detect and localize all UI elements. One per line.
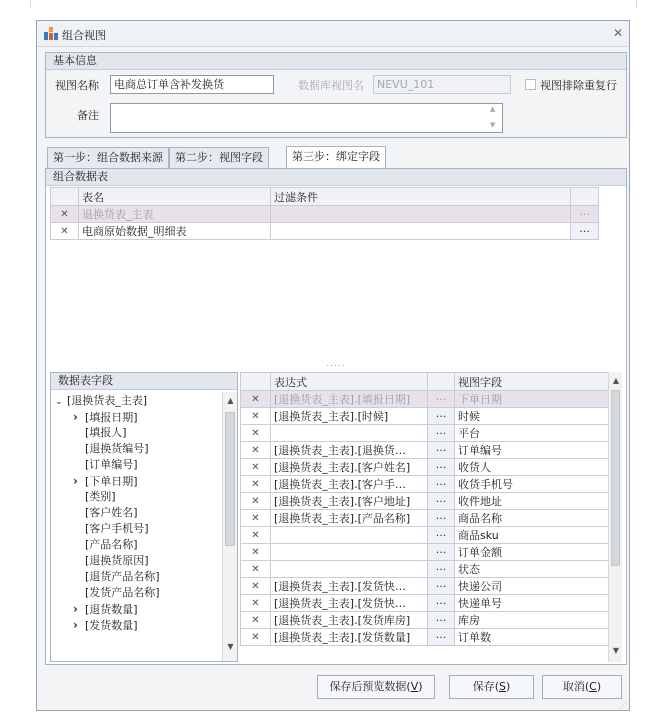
save-label: 保存(	[472, 680, 499, 693]
binding-row[interactable]	[241, 442, 609, 459]
tree-item[interactable]	[73, 601, 138, 617]
expression-cell[interactable]: [退换货表_主表].[客户姓名]	[271, 459, 428, 476]
binding-row[interactable]	[241, 459, 609, 476]
view-field-cell[interactable]: 商品名称	[455, 510, 609, 527]
expression-cell[interactable]: [退换货表_主表].[发货快…	[271, 595, 428, 612]
tree-item[interactable]	[73, 489, 116, 505]
expression-cell[interactable]	[271, 561, 428, 578]
chevron-right-icon[interactable]: ›	[73, 474, 78, 488]
scroll-down-icon[interactable]: ▼	[612, 646, 620, 655]
tree-item-label: [退换货编号]	[85, 442, 149, 455]
view-field-cell[interactable]: 状态	[455, 561, 609, 578]
tab-step3[interactable]: 第三步：绑定字段	[286, 146, 386, 168]
save-key: S	[499, 680, 506, 693]
expression-edit-button[interactable]: ···	[428, 527, 455, 544]
chevron-right-icon[interactable]: ›	[73, 618, 78, 632]
close-icon[interactable]: ✕	[612, 26, 624, 40]
remove-icon[interactable]: ✕	[241, 578, 271, 595]
expression-edit-button[interactable]: ···	[428, 459, 455, 476]
grid-header-blank	[599, 188, 623, 206]
expression-edit-button[interactable]: ···	[428, 544, 455, 561]
expression-cell[interactable]: [退换货表_主表].[客户地址]	[271, 493, 428, 510]
remove-icon[interactable]: ✕	[241, 612, 271, 629]
remove-icon[interactable]: ✕	[241, 459, 271, 476]
expression-edit-button[interactable]: ···	[428, 408, 455, 425]
remark-label: 备注	[77, 109, 99, 122]
cancel-key: C	[589, 680, 597, 693]
basic-info-header: 基本信息	[46, 53, 626, 70]
scroll-thumb[interactable]	[225, 412, 235, 546]
expression-edit-button[interactable]: ···	[428, 612, 455, 629]
db-view-name-label: 数据库视图名	[298, 79, 364, 92]
tree-item[interactable]	[73, 457, 138, 473]
remove-icon[interactable]: ✕	[51, 206, 79, 223]
tree-item[interactable]	[73, 473, 138, 489]
binding-row[interactable]	[241, 612, 609, 629]
grid-header-blank	[428, 373, 455, 391]
grid-pad	[599, 223, 623, 240]
grid-header-row	[241, 373, 609, 391]
grid-header-blank	[571, 188, 599, 206]
tab-step1[interactable]: 第一步：组合数据来源	[47, 147, 169, 168]
expression-cell[interactable]: [退换货表_主表].[发货库房]	[271, 612, 428, 629]
expression-edit-button[interactable]: ···	[428, 425, 455, 442]
tree-item-label: [填报日期]	[85, 411, 138, 424]
tree-item-label: [退换货原因]	[85, 554, 149, 567]
tree-item-label: [订单编号]	[85, 458, 138, 471]
view-field-cell[interactable]: 时候	[455, 408, 609, 425]
view-field-cell[interactable]: 平台	[455, 425, 609, 442]
table-row[interactable]	[51, 223, 623, 240]
grid-header-blank	[241, 373, 271, 391]
view-name-label: 视图名称	[55, 79, 99, 92]
step-tabs	[47, 147, 627, 168]
expression-cell[interactable]: [退换货表_主表].[时候]	[271, 408, 428, 425]
page-edge-left	[30, 0, 31, 8]
cancel-suffix: )	[596, 680, 602, 693]
view-field-cell[interactable]: 订单金额	[455, 544, 609, 561]
title-bar[interactable]	[37, 21, 629, 47]
fields-panel-header: 数据表字段	[51, 373, 237, 390]
view-field-cell[interactable]: 商品sku	[455, 527, 609, 544]
chevron-down-icon[interactable]: ⌄	[55, 397, 63, 407]
expression-edit-button[interactable]: ···	[428, 578, 455, 595]
tree-item[interactable]	[73, 553, 149, 569]
save-suffix: )	[505, 680, 511, 693]
app-icon	[44, 27, 58, 40]
expression-edit-button[interactable]: ···	[428, 493, 455, 510]
save-button[interactable]	[449, 675, 534, 699]
expression-edit-button[interactable]: ···	[428, 629, 455, 646]
tree-item[interactable]	[73, 505, 138, 521]
column-header-expression: 表达式	[271, 373, 428, 391]
tree-item[interactable]	[73, 585, 160, 601]
tree-item[interactable]	[73, 569, 160, 585]
tree-item[interactable]	[73, 617, 138, 633]
resize-grip-icon[interactable]: ⋰	[619, 701, 627, 710]
view-field-cell[interactable]: 收货人	[455, 459, 609, 476]
save-preview-suffix: )	[418, 680, 423, 693]
expression-cell[interactable]	[271, 425, 428, 442]
view-field-cell[interactable]: 库房	[455, 612, 609, 629]
tree-item-label: [类别]	[85, 490, 116, 503]
chevron-right-icon[interactable]: ›	[73, 410, 78, 424]
fields-panel	[50, 372, 238, 662]
remove-icon[interactable]: ✕	[241, 527, 271, 544]
splitter-handle[interactable]: .....	[326, 359, 346, 369]
view-field-cell[interactable]: 快递公司	[455, 578, 609, 595]
tab-content-panel	[45, 168, 627, 665]
tree-item[interactable]	[73, 441, 149, 457]
remark-textarea[interactable]	[110, 103, 503, 133]
scroll-up-icon[interactable]: ▲	[490, 105, 496, 113]
view-field-cell[interactable]: 订单编号	[455, 442, 609, 459]
grid-scrollbar[interactable]	[608, 372, 622, 662]
expression-edit-button[interactable]: ···	[428, 442, 455, 459]
remove-icon[interactable]: ✕	[241, 510, 271, 527]
remove-icon[interactable]: ✕	[241, 442, 271, 459]
scroll-thumb[interactable]	[611, 390, 620, 566]
expression-cell[interactable]: [退换货表_主表].[客户手…	[271, 476, 428, 493]
dedupe-label: 视图排除重复行	[540, 79, 617, 92]
combo-tables-header: 组合数据表	[46, 169, 626, 186]
db-view-name-input[interactable]: NEVU_101	[373, 75, 511, 94]
view-field-cell[interactable]: 快递单号	[455, 595, 609, 612]
column-header-table-name: 表名	[79, 188, 271, 206]
grid-header-blank	[51, 188, 79, 206]
binding-row[interactable]	[241, 629, 609, 646]
save-preview-button[interactable]	[317, 675, 435, 699]
dedupe-checkbox[interactable]	[525, 79, 536, 90]
view-field-cell[interactable]: 收件地址	[455, 493, 609, 510]
remove-icon[interactable]: ✕	[241, 476, 271, 493]
column-header-filter: 过滤条件	[271, 188, 571, 206]
expression-edit-button[interactable]: ···	[428, 561, 455, 578]
remove-icon[interactable]: ✕	[241, 493, 271, 510]
binding-row[interactable]	[241, 595, 609, 612]
view-field-cell[interactable]: 订单数	[455, 629, 609, 646]
combo-view-dialog	[36, 20, 630, 711]
table-name-cell[interactable]: 电商原始数据_明细表	[79, 223, 271, 240]
combo-tables-grid	[50, 187, 623, 240]
tree-item-label: [产品名称]	[85, 538, 138, 551]
tab-step2[interactable]: 第二步：视图字段	[169, 147, 269, 168]
tree-item[interactable]	[55, 393, 147, 409]
remove-icon[interactable]: ✕	[241, 425, 271, 442]
filter-cell[interactable]	[271, 206, 571, 223]
tree-item-label: [客户手机号]	[85, 522, 149, 535]
page-edge-right	[636, 0, 637, 8]
remove-icon[interactable]: ✕	[241, 544, 271, 561]
tree-scrollbar[interactable]	[222, 392, 237, 661]
tree-item[interactable]	[73, 537, 138, 553]
expression-edit-button[interactable]: ···	[428, 510, 455, 527]
scroll-up-icon[interactable]: ▲	[227, 396, 234, 405]
expression-edit-button[interactable]: ···	[428, 476, 455, 493]
binding-row[interactable]	[241, 408, 609, 425]
remove-icon[interactable]: ✕	[51, 223, 79, 240]
save-preview-key: V	[410, 680, 419, 693]
binding-row[interactable]	[241, 493, 609, 510]
binding-row[interactable]	[241, 510, 609, 527]
cancel-button[interactable]	[542, 675, 622, 699]
chevron-right-icon[interactable]: ›	[73, 602, 78, 616]
binding-grid	[240, 372, 609, 646]
column-header-view-field: 视图字段	[455, 373, 609, 391]
scroll-down-icon[interactable]: ▼	[227, 642, 234, 651]
filter-edit-button[interactable]: ···	[571, 223, 599, 240]
expression-edit-button[interactable]: ···	[428, 391, 455, 408]
expression-cell[interactable]	[271, 527, 428, 544]
grid-pad	[599, 206, 623, 223]
window-title: 组合视图	[62, 29, 106, 42]
tree-item-label: [发货产品名称]	[85, 586, 160, 599]
save-preview-label: 保存后预览数据(	[329, 680, 411, 693]
binding-row[interactable]	[241, 425, 609, 442]
scroll-down-icon[interactable]: ▼	[490, 121, 496, 129]
table-row[interactable]	[51, 206, 623, 223]
remark-scrollbar[interactable]	[489, 104, 502, 132]
filter-cell[interactable]	[271, 223, 571, 240]
view-field-cell[interactable]: 收货手机号	[455, 476, 609, 493]
binding-grid-panel	[240, 372, 622, 662]
expression-cell[interactable]: [退换货表_主表].[发货数量]	[271, 629, 428, 646]
tree-item[interactable]	[73, 425, 127, 441]
expression-cell[interactable]: [退换货表_主表].[产品名称]	[271, 510, 428, 527]
tree-item[interactable]	[73, 409, 138, 425]
tree-item-label: [填报人]	[85, 426, 127, 439]
expression-cell[interactable]	[271, 544, 428, 561]
remove-icon[interactable]: ✕	[241, 629, 271, 646]
binding-row[interactable]	[241, 476, 609, 493]
view-field-cell[interactable]: 下单日期	[455, 391, 609, 408]
cancel-label: 取消(	[562, 680, 590, 693]
tree-item-label: [退换货表_主表]	[67, 394, 148, 407]
remove-icon[interactable]: ✕	[241, 408, 271, 425]
table-name-cell[interactable]: 退换货表_主表	[79, 206, 271, 223]
expression-edit-button[interactable]: ···	[428, 595, 455, 612]
binding-row[interactable]	[241, 527, 609, 544]
tree-item-label: [下单日期]	[85, 475, 138, 488]
binding-row[interactable]	[241, 544, 609, 561]
tree-item-label: [退货数量]	[85, 603, 138, 616]
filter-edit-button[interactable]: ···	[571, 206, 599, 223]
remove-icon[interactable]: ✕	[241, 561, 271, 578]
view-name-input[interactable]: 电商总订单含补发换货	[110, 75, 274, 94]
remove-icon[interactable]: ✕	[241, 391, 271, 408]
expression-cell[interactable]: [退换货表_主表].[填报日期]	[271, 391, 428, 408]
basic-info-group	[45, 52, 627, 138]
combo-tables-group	[46, 169, 626, 369]
tree-item-label: [退货产品名称]	[85, 570, 160, 583]
tree-item[interactable]	[73, 521, 149, 537]
expression-cell[interactable]: [退换货表_主表].[退换货…	[271, 442, 428, 459]
scroll-up-icon[interactable]: ▲	[612, 376, 620, 385]
binding-row[interactable]	[241, 561, 609, 578]
fields-tree[interactable]	[51, 392, 221, 661]
remove-icon[interactable]: ✕	[241, 595, 271, 612]
binding-row[interactable]	[241, 391, 609, 408]
expression-cell[interactable]: [退换货表_主表].[发货快…	[271, 578, 428, 595]
tree-item-label: [发货数量]	[85, 619, 138, 632]
tree-item-label: [客户姓名]	[85, 506, 138, 519]
binding-row[interactable]	[241, 578, 609, 595]
grid-header-row	[51, 188, 623, 206]
